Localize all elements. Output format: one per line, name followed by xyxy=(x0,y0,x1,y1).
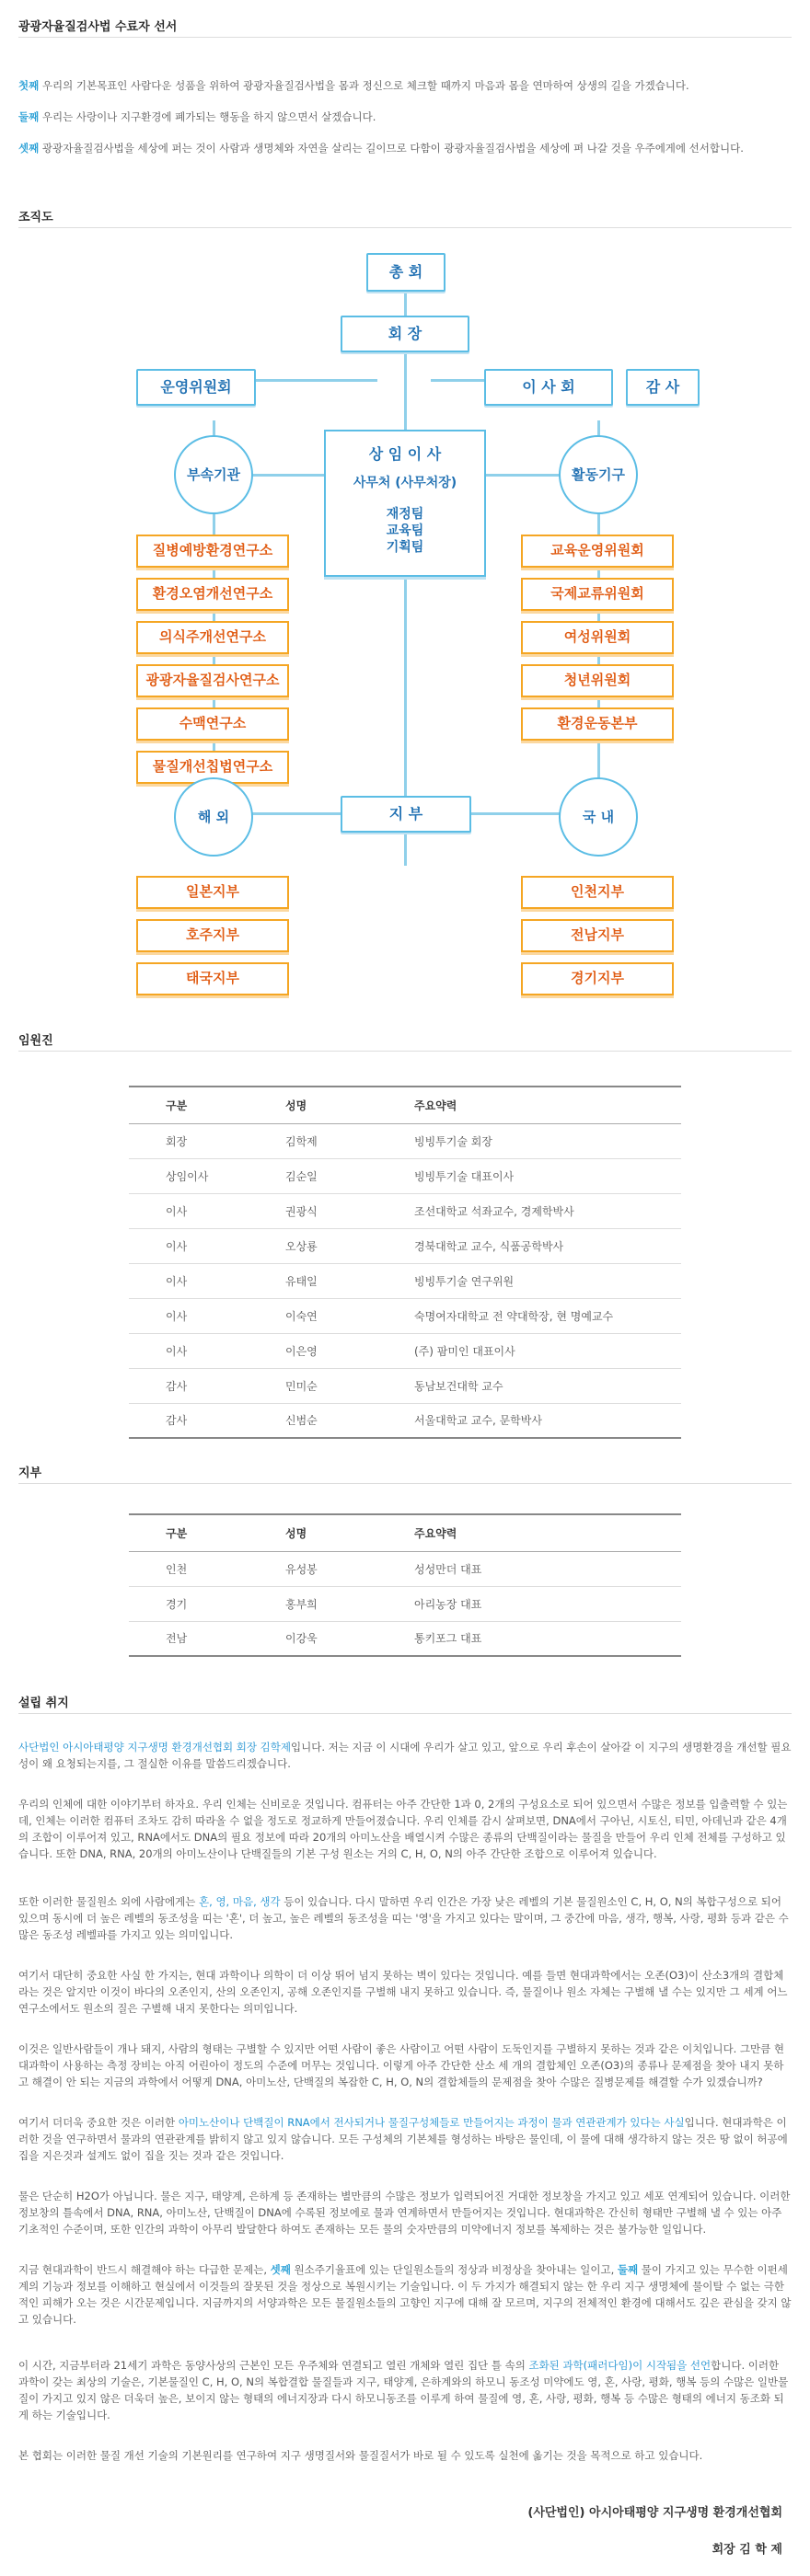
divider xyxy=(18,1713,792,1714)
table-cell: 유태일 xyxy=(249,1263,377,1298)
pledge-num: 셋째 xyxy=(18,142,40,155)
overseas-item: 일본지부 xyxy=(136,876,289,909)
column-header: 구분 xyxy=(129,1087,249,1123)
right-item: 환경운동본부 xyxy=(521,707,674,741)
table-cell: 경북대학교 교수, 식품공학박사 xyxy=(377,1228,681,1263)
purpose-paragraph-3 xyxy=(18,1893,792,1943)
table-cell: 조선대학교 석좌교수, 경제학박사 xyxy=(377,1193,681,1228)
highlight-text: 셋째 xyxy=(270,2263,291,2276)
table-row xyxy=(129,1158,681,1193)
pledge-item-3 xyxy=(18,140,792,156)
auditor-box: 감 사 xyxy=(626,369,700,406)
table-row xyxy=(129,1368,681,1403)
table-row xyxy=(129,1621,681,1656)
highlight-text: 조화된 과학(패러다임)이 시작됨을 선언 xyxy=(528,2359,712,2372)
paragraph-text: 등이 있습니다. 다시 말하면 우리 인간은 가장 낮은 레벨의 기본 물질원소인 C, H, O, N의 복합구성으로 되어 있으며 동시에 더 높은 레벨의 동조성을 띠는 '혼', 더 높고, 높은 레벨의 동조성을 띠는 '영'을 가지고 있다는 말이며, 그 중간에 마음, 생각, 행복, 사랑, 평화 등과 같은 수많은 동조성 레벨파를 가지고 있는 의미입니다. xyxy=(18,1895,789,1941)
table-row xyxy=(129,1228,681,1263)
pledge-item-1 xyxy=(18,77,792,94)
activities-circle: 활동기구 xyxy=(559,435,638,514)
pledge-item-2 xyxy=(18,109,792,125)
table-cell: 빙빙투기술 대표이사 xyxy=(377,1158,681,1193)
table-row xyxy=(129,1403,681,1438)
table-cell: 전남 xyxy=(129,1621,249,1656)
paragraph-text: 물이 가지고 있는 무수한 이펀세계의 기능과 정보를 이해하고 현실에서 이것들의 잘못된 것을 정상으로 복원시키는 기술입니다. 이 두 가지가 해결되지 않는 한 우리 지구 생명체에 물이탈 수 없는 극한적인 피해가 오는 것은 시간문제입니다. 지금까지의 서양과학은 모든 물질원소들의 고향인 지구에 대해 잘 모르며, 지구의 전체적인 환경에 대해서도 깊은 관심을 갖지 않고 있습니다. xyxy=(18,2263,792,2326)
table-cell: 숙명여자대학교 전 약대학장, 현 명예교수 xyxy=(377,1298,681,1333)
officers-table xyxy=(129,1086,681,1439)
org-title: 조직도 xyxy=(18,211,53,224)
officers-title: 임원진 xyxy=(18,1034,53,1048)
highlight-text: 아미노산이나 단백질이 RNA에서 전사되거나 물질구성체들로 만들어지는 과정이 물과 연관관계가 있다는 사실 xyxy=(178,2116,685,2129)
left-item: 광광자율질검사연구소 xyxy=(136,664,289,697)
table-cell: 빙빙투기술 회장 xyxy=(377,1123,681,1158)
purpose-lead: 사단법인 아시아태평양 지구생명 환경개선협회 회장 김학제 xyxy=(18,1741,291,1754)
paragraph-text: 이 시간, 지금부터라 21세기 과학은 동양사상의 근본인 모든 우주체와 연결되고 열린 개체와 열린 집단 틀 속의 xyxy=(18,2359,526,2372)
table-cell: 신범순 xyxy=(249,1403,377,1438)
table-header-row xyxy=(129,1087,681,1123)
president-box: 회 장 xyxy=(341,316,469,352)
branches-title: 지부 xyxy=(18,1466,42,1480)
right-item: 여성위원회 xyxy=(521,621,674,654)
purpose-paragraph-2: 우리의 인체에 대한 이야기부터 하자요. 우리 인체는 신비로운 것입니다. 컴퓨터는 아주 간단한 1과 0, 2개의 구성요소로 되어 있으면서 수많은 정보를 입출력할 수 있는데, 인체는 이러한 컴퓨터 조차도 감히 따라올 수 없을 정도로 정교하게 만들어졌습니다. 우리 인체를 감시 살펴보면, DNA에서 구아닌, 시토신, 티민, 아데닌과 같은 4개의 조합이 이루어져 있고, RNA에서도 DNA의 필요 정보에 따라 20개의 아미노산을 배열시켜 수많은 종류의 단백질이라는 물질을 만들어 우리 인체 전체를 구성하고 있습니다. 또한 DNA, RNA, 20개의 아미노산이나 단백질들의 기본 구성 원소는 거의 C, H, O, N의 아주 간단한 조합으로 이루어져 있습니다. xyxy=(18,1798,788,1860)
overseas-circle: 해 외 xyxy=(174,777,253,857)
pledge-num: 첫째 xyxy=(18,79,40,92)
table-row xyxy=(129,1123,681,1158)
purpose-paragraph-6 xyxy=(18,2114,792,2164)
table-cell: 성성만더 대표 xyxy=(377,1551,681,1586)
purpose-paragraph-5: 이것은 일반사람들이 개나 돼지, 사람의 형태는 구별할 수 있지만 어떤 사람이 좋은 사람이고 어떤 사람이 도둑인지를 구별하지 못하는 것과 같은 이치입니다. 그만큼 현대과학이 사용하는 측정 장비는 아직 어린아이 정도의 수준에 머무는 것입니다. 이렇게 아주 간단한 산소 세 개의 결합체인 오존(O3)의 종류나 문제점을 찾아 내지 못하고 해결이 안 되는 지금의 과학에서 어떻게 DNA, 아미노산, 단백질의 복잡한 C, H, O, N의 결합체들의 문제점을 찾아 수많은 질병문제를 해결할 수가 있겠습니까? xyxy=(18,2042,785,2088)
general-assembly-box: 총 회 xyxy=(366,253,446,292)
column-header: 구분 xyxy=(129,1514,249,1551)
operation-committee-box: 운영위원회 xyxy=(136,369,256,406)
left-item: 환경오염개선연구소 xyxy=(136,578,289,611)
divider xyxy=(18,1051,792,1052)
right-item: 교육운영위원회 xyxy=(521,535,674,568)
highlight-text: 혼, 영, 마음, 생각 xyxy=(199,1895,281,1908)
highlight-text: 둘째 xyxy=(617,2263,639,2276)
overseas-item: 태국지부 xyxy=(136,962,289,995)
table-cell: 홍부희 xyxy=(249,1586,377,1621)
branch-box: 지 부 xyxy=(341,796,471,833)
table-cell: 감사 xyxy=(129,1403,249,1438)
table-row xyxy=(129,1263,681,1298)
executive-director-box xyxy=(324,430,486,577)
table-row xyxy=(129,1193,681,1228)
column-header: 성명 xyxy=(249,1514,377,1551)
domestic-item: 전남지부 xyxy=(521,919,674,952)
left-item: 수맥연구소 xyxy=(136,707,289,741)
pledge-title: 광광자율질검사법 수료자 선서 xyxy=(18,20,178,34)
domestic-item: 인천지부 xyxy=(521,876,674,909)
center-team-1: 재정팀 xyxy=(386,507,424,522)
table-row xyxy=(129,1333,681,1368)
table-cell: 아리농장 대표 xyxy=(377,1586,681,1621)
center-team-3: 기획팀 xyxy=(386,540,424,555)
purpose-paragraph-9 xyxy=(18,2357,792,2423)
table-cell: 민미순 xyxy=(249,1368,377,1403)
table-cell: 유성봉 xyxy=(249,1551,377,1586)
column-header: 주요약력 xyxy=(377,1087,681,1123)
divider xyxy=(18,1483,792,1484)
table-cell: 이사 xyxy=(129,1263,249,1298)
left-item: 의식주개선연구소 xyxy=(136,621,289,654)
table-cell: 경기 xyxy=(129,1586,249,1621)
table-cell: 이사 xyxy=(129,1228,249,1263)
column-header: 성명 xyxy=(249,1087,377,1123)
purpose-title: 설립 취지 xyxy=(18,1696,69,1710)
pledge-text: 우리의 기본목표인 사람다운 성품을 위하여 광광자율질검사법을 몸과 정신으로 체크할 때까지 마음과 몸을 연마하여 상생의 길을 가겠습니다. xyxy=(41,79,689,92)
purpose-paragraph-4: 여기서 대단히 중요한 사실 한 가지는, 현대 과학이나 의학이 더 이상 뛰어 넘지 못하는 벽이 있다는 것입니다. 예를 들면 현대과학에서는 오존(O3)이 산소3개의 결합체라는 것은 알지만 이것이 바다의 오존인지, 산의 오존인지, 공해 오존인지를 구별해 내지 못하고 있습니다. 즉, 물질이나 원소 자체는 구별해 낼 수는 있지만 그 세계 어느 연구소에서도 원소의 질은 구별해 내지 못한다는 의미입니다. xyxy=(18,1969,788,2015)
signature-org: (사단법인) 아시아태평양 지구생명 환경개선협회 xyxy=(527,2506,782,2520)
paragraph-text: 합니다. 이러한 과학이 갖는 최상의 기술은, 기본물질인 C, H, O, N의 복합결합 물질들과 지구, 태양계, 은하계와의 하모니 동조성 미약에도 영, 혼, 사랑, 평화, 행복 등의 수많은 일반물질이 가지고 있지 않은 더욱더 높은, 보이지 않는 형태의 에너지장과 다시 하모니동조를 이루게 하여 물질에 영, 혼, 사랑, 평화, 행복 등 수많은 형태의 에너지 동조화 되게 하는 기술입니다. xyxy=(18,2359,789,2421)
table-cell: 빙빙투기술 연구위원 xyxy=(377,1263,681,1298)
board-box: 이 사 회 xyxy=(484,369,613,406)
table-header-row xyxy=(129,1514,681,1551)
table-cell: 김학제 xyxy=(249,1123,377,1158)
table-cell: 이강욱 xyxy=(249,1621,377,1656)
affiliated-circle: 부속기관 xyxy=(174,435,253,514)
table-cell: (주) 팜미인 대표이사 xyxy=(377,1333,681,1368)
purpose-paragraph-10: 본 협회는 이러한 물질 개선 기술의 기본원리를 연구하여 지구 생명질서와 물질질서가 바로 될 수 있도록 실천에 옮기는 것을 목적으로 하고 있습니다. xyxy=(18,2449,703,2462)
left-item: 물질개선칩법연구소 xyxy=(136,751,289,784)
paragraph-text: 원소주기율표에 있는 단일원소들의 정상과 비정상을 찾아내는 일이고, xyxy=(294,2263,615,2276)
table-cell: 서울대학교 교수, 문학박사 xyxy=(377,1403,681,1438)
paragraph-text: 또한 이러한 물질원소 외에 사람에게는 xyxy=(18,1895,196,1908)
paragraph-text: 지금 현대과학이 반드시 해결해야 하는 다급한 문제는, xyxy=(18,2263,267,2276)
pledge-num: 둘째 xyxy=(18,110,40,123)
table-cell: 권광식 xyxy=(249,1193,377,1228)
divider xyxy=(18,227,792,228)
center-sub: 사무처 (사무처장) xyxy=(353,476,457,490)
signature-name: 회장 김 학 제 xyxy=(712,2543,782,2557)
table-row xyxy=(129,1586,681,1621)
paragraph-text: 입니다. 저는 지금 이 시대에 우리가 살고 있고, 앞으로 우리 후손이 살아갈 이 지구의 생명환경을 개선할 필요성이 왜 요청되는지를, 그 절실한 이유를 말씀드리겠습니다. xyxy=(18,1741,792,1770)
table-cell: 오상룡 xyxy=(249,1228,377,1263)
table-cell: 이은영 xyxy=(249,1333,377,1368)
overseas-item: 호주지부 xyxy=(136,919,289,952)
domestic-item: 경기지부 xyxy=(521,962,674,995)
domestic-circle: 국 내 xyxy=(559,777,638,857)
table-row xyxy=(129,1551,681,1586)
table-cell: 회장 xyxy=(129,1123,249,1158)
org-chart xyxy=(0,235,810,1026)
table-cell: 감사 xyxy=(129,1368,249,1403)
branches-table xyxy=(129,1513,681,1657)
pledge-text: 광광자율질검사법을 세상에 퍼는 것이 사람과 생명체와 자연을 살리는 길이므로 다함이 광광자율질검사법을 세상에 펴 나갈 것을 우주에게에 선서합니다. xyxy=(41,142,744,155)
center-title: 상 임 이 사 xyxy=(368,445,442,463)
table-cell: 이사 xyxy=(129,1193,249,1228)
table-cell: 상임이사 xyxy=(129,1158,249,1193)
table-cell: 동남보건대학 교수 xyxy=(377,1368,681,1403)
left-item: 질병예방환경연구소 xyxy=(136,535,289,568)
center-team-2: 교육팀 xyxy=(386,523,424,538)
table-cell: 인천 xyxy=(129,1551,249,1586)
table-row xyxy=(129,1298,681,1333)
right-item: 국제교류위원회 xyxy=(521,578,674,611)
divider xyxy=(18,37,792,38)
column-header: 주요약력 xyxy=(377,1514,681,1551)
table-cell: 김순일 xyxy=(249,1158,377,1193)
right-item: 청년위원회 xyxy=(521,664,674,697)
purpose-paragraph-7: 물은 단순히 H2O가 아닙니다. 물은 지구, 태양계, 은하계 등 존재하는 별만큼의 수많은 정보가 입력되어진 거대한 정보창을 가지고 있고 세포 연계되어 있습니다. 이러한 정보창의 틀속에서 DNA, RNA, 아미노산, 단백질이 DNA에 수록된 정보에로 물과 연계하면서 만들어지는 것입니다. 현대과학은 간신히 형태만 구별해 낼 수 있는 아주 기초적인 수준이며, 또한 인간의 과학이 아무리 발달한다 하여도 존재하는 모든 물의 숫자만큼의 미약에너지 정보를 복제하는 것은 불가능한 일입니다. xyxy=(18,2190,791,2236)
table-cell: 통키포그 대표 xyxy=(377,1621,681,1656)
table-cell: 이사 xyxy=(129,1298,249,1333)
table-cell: 이숙연 xyxy=(249,1298,377,1333)
paragraph-text: 여기서 더더욱 중요한 것은 이러한 xyxy=(18,2116,176,2129)
purpose-paragraph-1 xyxy=(18,1739,792,1772)
purpose-paragraph-8 xyxy=(18,2261,792,2328)
table-cell: 이사 xyxy=(129,1333,249,1368)
paragraph-text: 입니다. 현대과학은 이러한 것을 연구하면서 물과의 연관관계를 밝히지 않고 있지 않습니다. 모든 구성체의 기본체를 형성하는 바탕은 물인데, 이 물에 대해 생각하지 않는 것은 땅 없이 허공에 집을 지은것과 설계도 없이 집을 짓는 것과 같은 것입니다. xyxy=(18,2116,788,2162)
pledge-text: 우리는 사랑이나 지구환경에 폐가되는 행동을 하지 않으면서 살겠습니다. xyxy=(41,110,376,123)
